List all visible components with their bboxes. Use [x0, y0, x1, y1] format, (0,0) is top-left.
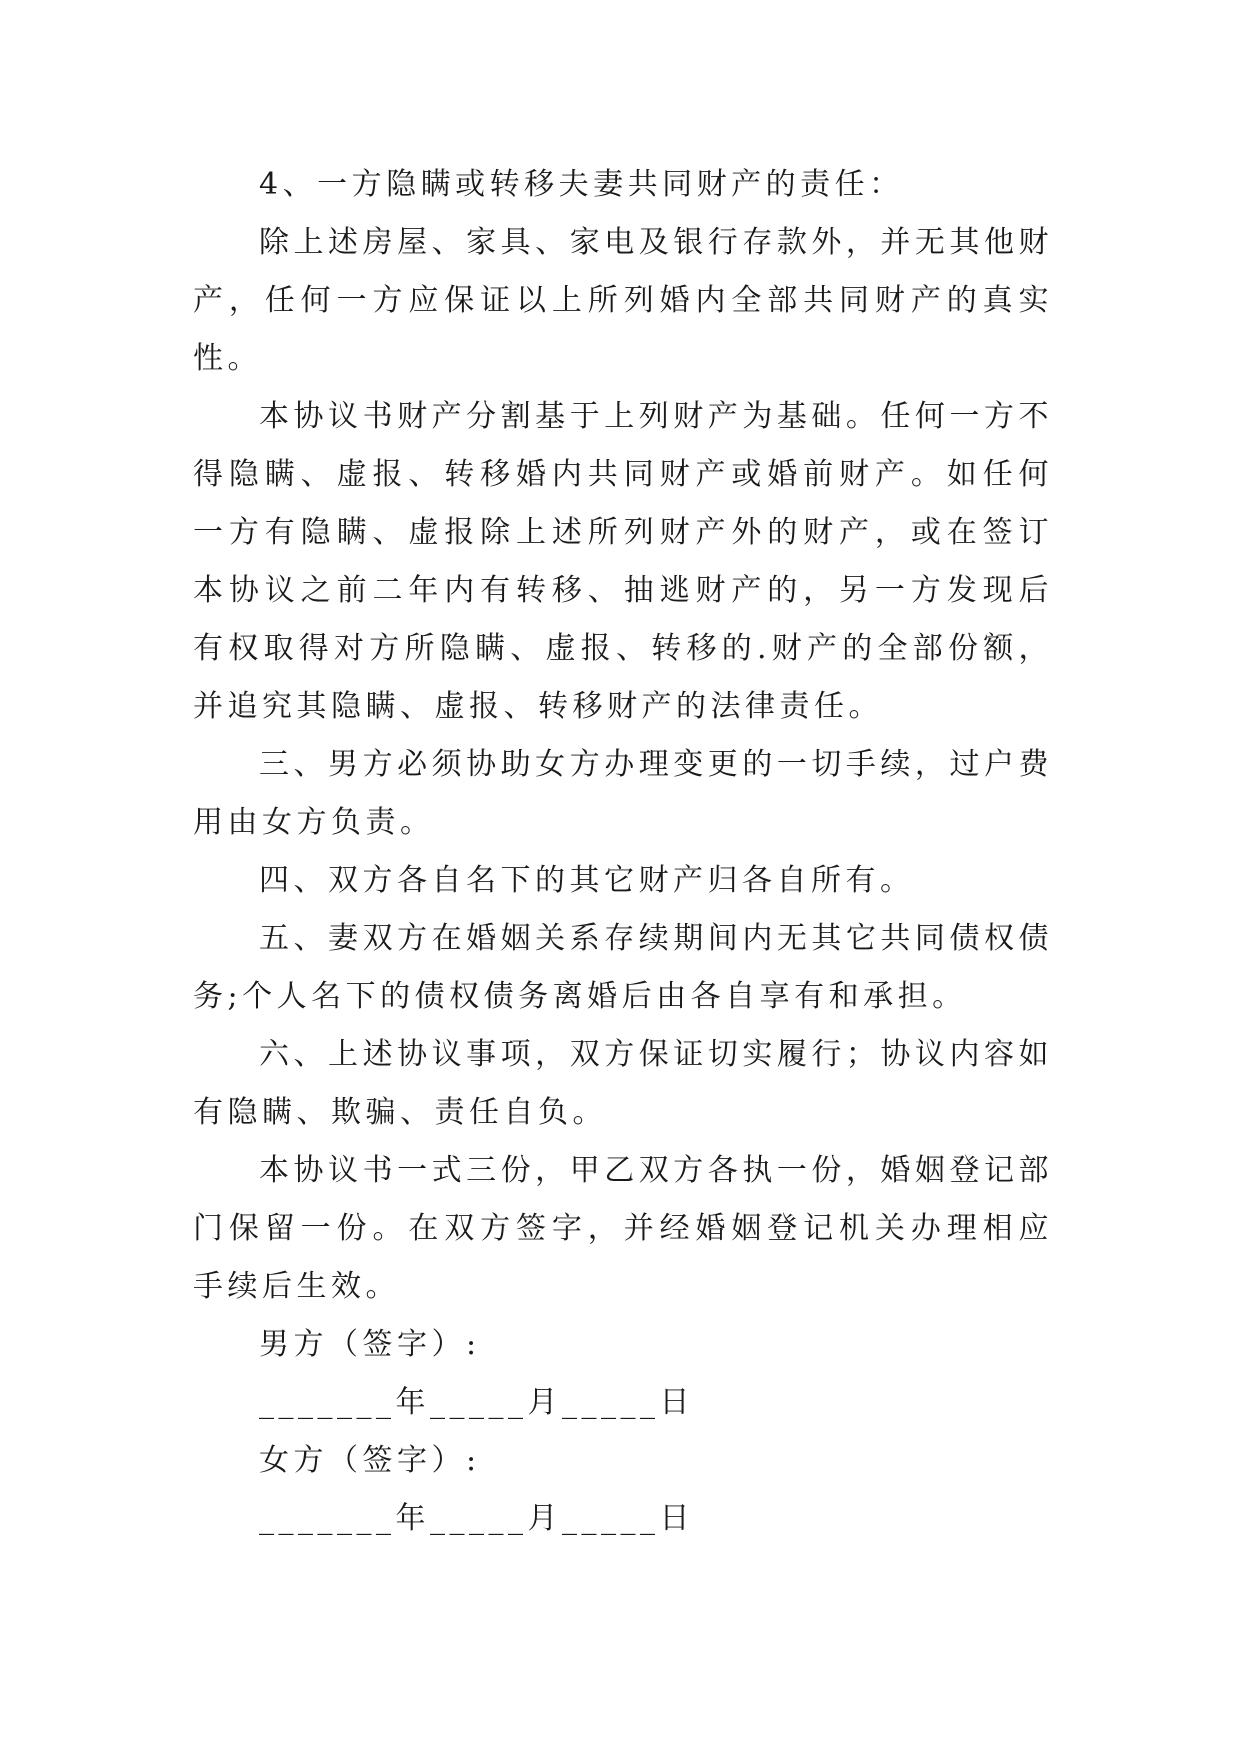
paragraph-copies: 本协议书一式三份，甲乙双方各执一份，婚姻登记部门保留一份。在双方签字，并经婚姻登记机关办理相应手续后生效。	[193, 1153, 1053, 1304]
paragraph-clause-four: 四、双方各自名下的其它财产归各自所有。	[259, 863, 915, 898]
paragraph-clause-five: 五、妻双方在婚姻关系存续期间内无其它共同债权债务;个人名下的债权债务离婚后由各自享有和承担。	[193, 921, 1053, 1014]
paragraph-clause-three: 三、男方必须协助女方办理变更的一切手续，过户费用由女方负责。	[193, 747, 1053, 840]
paragraph-property-division: 本协议书财产分割基于上列财产为基础。任何一方不得隐瞒、虚报、转移婚内共同财产或婚前财产。如任何一方有隐瞒、虚报除上述所列财产外的财产，或在签订本协议之前二年内有转移、抽逃财产的，另一方发现后有权取得对方所隐瞒、虚报、转移的.财产的全部份额，并追究其隐瞒、虚报、转移财产的法律责任。	[193, 399, 1053, 724]
paragraph-property-statement: 除上述房屋、家具、家电及银行存款外，并无其他财产，任何一方应保证以上所列婚内全部共同财产的真实性。	[193, 225, 1053, 376]
female-signature-date: _______年_____月_____日	[259, 1501, 694, 1536]
female-signature-label: 女方（签字）:	[259, 1443, 481, 1478]
document-body	[193, 156, 1053, 1548]
paragraph-liability: 4、一方隐瞒或转移夫妻共同财产的责任：	[259, 167, 904, 202]
paragraph-clause-six: 六、上述协议事项，双方保证切实履行；协议内容如有隐瞒、欺骗、责任自负。	[193, 1037, 1053, 1130]
male-signature-label: 男方（签字）:	[259, 1327, 481, 1362]
male-signature-date: _______年_____月_____日	[259, 1385, 694, 1420]
